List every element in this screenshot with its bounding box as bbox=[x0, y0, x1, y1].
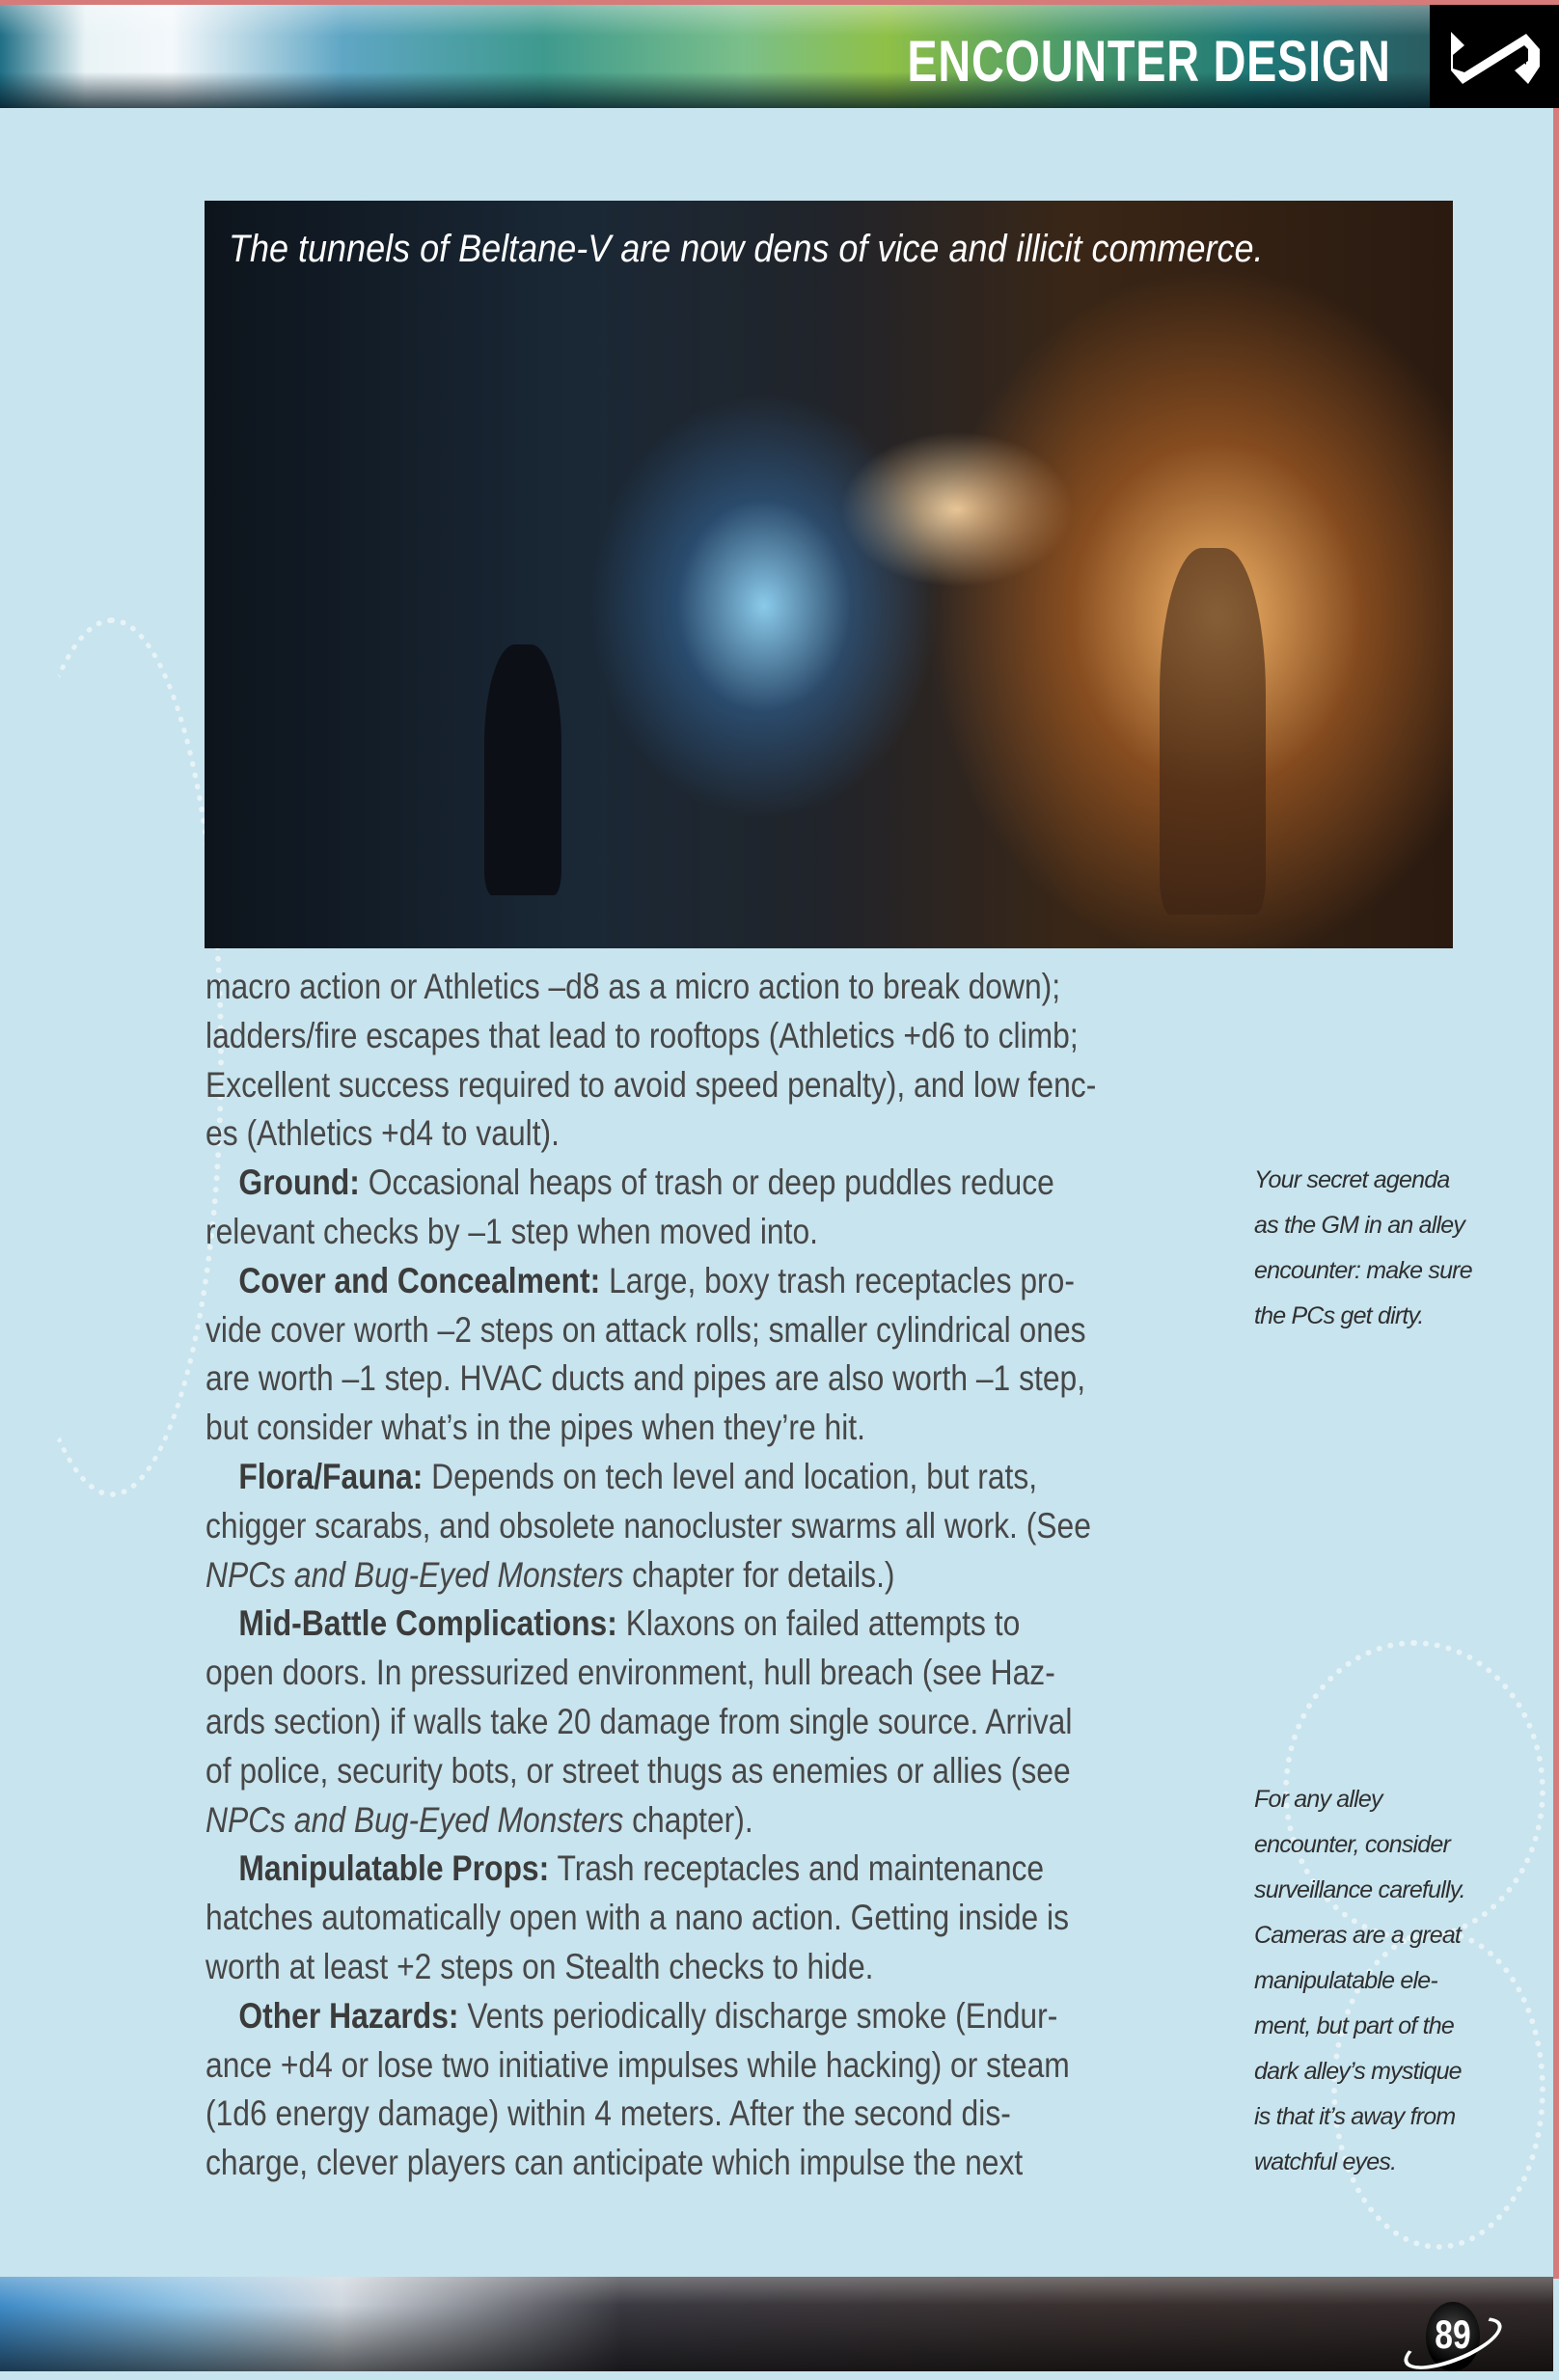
logo-box bbox=[1430, 5, 1559, 108]
body-line bbox=[205, 2089, 1011, 2138]
body-line bbox=[205, 1305, 1086, 1354]
body-line bbox=[205, 1256, 1075, 1305]
body-line bbox=[205, 1011, 1079, 1060]
body-text-run: of police, security bots, or street thugs as enemies or allies (see bbox=[205, 1750, 1071, 1791]
run-in-heading: Ground: bbox=[238, 1163, 360, 1203]
body-line bbox=[205, 1991, 1057, 2040]
body-line bbox=[205, 1207, 818, 1256]
body-text-run: Trash receptacles and maintenance bbox=[549, 1848, 1045, 1889]
body-text-run: worth at least +2 steps on Stealth checks to hide. bbox=[205, 1947, 874, 1986]
sidebar-note-line: the PCs get dirty. bbox=[1254, 1302, 1424, 1329]
body-text-run: Klaxons on failed attempts to bbox=[616, 1603, 1021, 1644]
chapter-header-banner bbox=[0, 5, 1430, 108]
body-text-run: but consider what’s in the pipes when they’re hit. bbox=[205, 1408, 865, 1448]
infinity-bowtie-logo-icon bbox=[1445, 28, 1545, 88]
run-in-heading: Flora/Fauna: bbox=[238, 1457, 424, 1496]
body-text-run: Occasional heaps of trash or deep puddles reduce bbox=[359, 1163, 1054, 1203]
right-accent-border bbox=[1553, 108, 1559, 2279]
body-line bbox=[205, 962, 1060, 1011]
body-line bbox=[205, 1452, 1037, 1501]
sidebar-note-line: Cameras are a great bbox=[1254, 1922, 1462, 1949]
body-text-run: macro action or Athletics –d8 as a micro action to break down); bbox=[205, 967, 1061, 1006]
body-line bbox=[205, 1403, 865, 1452]
body-line bbox=[205, 1501, 1091, 1550]
sidebar-note-line: For any alley bbox=[1254, 1786, 1382, 1813]
page-footer bbox=[0, 2277, 1553, 2371]
body-line bbox=[205, 1893, 1069, 1942]
sidebar-note-line: dark alley’s mystique bbox=[1254, 2058, 1462, 2085]
body-line bbox=[205, 1354, 1085, 1403]
body-text-run: ladders/fire escapes that lead to rooftops (Athletics +d6 to climb; bbox=[205, 1015, 1079, 1055]
body-line bbox=[205, 1060, 1096, 1109]
body-text-run: (1d6 energy damage) within 4 meters. After the second dis- bbox=[205, 2093, 1011, 2134]
body-line bbox=[205, 1599, 1020, 1648]
sidebar-note-line: as the GM in an alley bbox=[1254, 1212, 1465, 1239]
body-line bbox=[205, 1550, 895, 1600]
body-text-run: relevant checks by –1 step when moved into. bbox=[205, 1212, 818, 1251]
illustration-alley-tunnels bbox=[205, 201, 1453, 948]
body-text-run: ance +d4 or lose two initiative impulses while hacking) or steam bbox=[205, 2044, 1070, 2085]
body-line bbox=[205, 1746, 1071, 1795]
body-text-run: Depends on tech level and location, but rats, bbox=[423, 1457, 1038, 1496]
sidebar-note-line: encounter: make sure bbox=[1254, 1257, 1472, 1284]
sidebar-note-line: manipulatable ele- bbox=[1254, 1967, 1437, 1994]
decorative-pattern bbox=[0, 617, 224, 1497]
body-text-run: Large, boxy trash receptacles pro- bbox=[600, 1260, 1075, 1300]
sidebar-note-line: surveillance carefully. bbox=[1254, 1876, 1465, 1903]
body-line bbox=[205, 1158, 1054, 1207]
italic-reference: NPCs and Bug-Eyed Monsters bbox=[205, 1554, 624, 1595]
italic-reference: NPCs and Bug-Eyed Monsters bbox=[205, 1799, 624, 1840]
body-line bbox=[205, 2040, 1070, 2090]
run-in-heading: Mid-Battle Complications: bbox=[238, 1603, 617, 1644]
body-line bbox=[205, 1697, 1072, 1746]
body-line bbox=[205, 1648, 1055, 1697]
body-line bbox=[205, 1108, 560, 1158]
body-text-run: chapter). bbox=[623, 1799, 753, 1840]
sidebar-note-line: Your secret agenda bbox=[1254, 1166, 1450, 1193]
body-text-run: open doors. In pressurized environment, hull breach (see Haz- bbox=[205, 1653, 1055, 1693]
run-in-heading: Manipulatable Props: bbox=[238, 1848, 550, 1889]
body-text-run: are worth –1 step. HVAC ducts and pipes are also worth –1 step, bbox=[205, 1358, 1086, 1399]
run-in-heading: Cover and Concealment: bbox=[238, 1260, 601, 1300]
body-text-run: chapter for details.) bbox=[623, 1554, 895, 1595]
sidebar-note-line: is that it’s away from bbox=[1254, 2103, 1456, 2130]
body-text-run: charge, clever players can anticipate which impulse the next bbox=[205, 2143, 1024, 2183]
illustration-caption: The tunnels of Beltane-V are now dens of vice and illicit commerce. bbox=[229, 228, 1264, 270]
body-text-run: es (Athletics +d4 to vault). bbox=[205, 1113, 560, 1154]
body-text-run: ards section) if walls take 20 damage from single source. Arrival bbox=[205, 1702, 1073, 1741]
sidebar-note-line: ment, but part of the bbox=[1254, 2012, 1454, 2039]
sidebar-note-line: encounter, consider bbox=[1254, 1831, 1451, 1858]
body-text-run: hatches automatically open with a nano action. Getting inside is bbox=[205, 1898, 1070, 1938]
page-number: 89 bbox=[1435, 2312, 1471, 2357]
figure-right-silhouette bbox=[1160, 548, 1266, 915]
body-text-run: Vents periodically discharge smoke (Endur- bbox=[458, 1995, 1058, 2036]
body-line bbox=[205, 1795, 753, 1845]
sidebar-note-line: watchful eyes. bbox=[1254, 2148, 1397, 2175]
body-text-run: chigger scarabs, and obsolete nanocluster swarms all work. (See bbox=[205, 1505, 1091, 1546]
body-line bbox=[205, 1844, 1044, 1893]
figure-left-silhouette bbox=[484, 644, 561, 895]
chapter-title: ENCOUNTER DESIGN bbox=[907, 29, 1391, 94]
body-text-run: vide cover worth –2 steps on attack rolls; smaller cylindrical ones bbox=[205, 1309, 1086, 1350]
body-line bbox=[205, 1942, 874, 1991]
run-in-heading: Other Hazards: bbox=[238, 1995, 459, 2036]
body-line bbox=[205, 2138, 1023, 2187]
body-text-run: Excellent success required to avoid speed penalty), and low fenc- bbox=[205, 1064, 1097, 1105]
